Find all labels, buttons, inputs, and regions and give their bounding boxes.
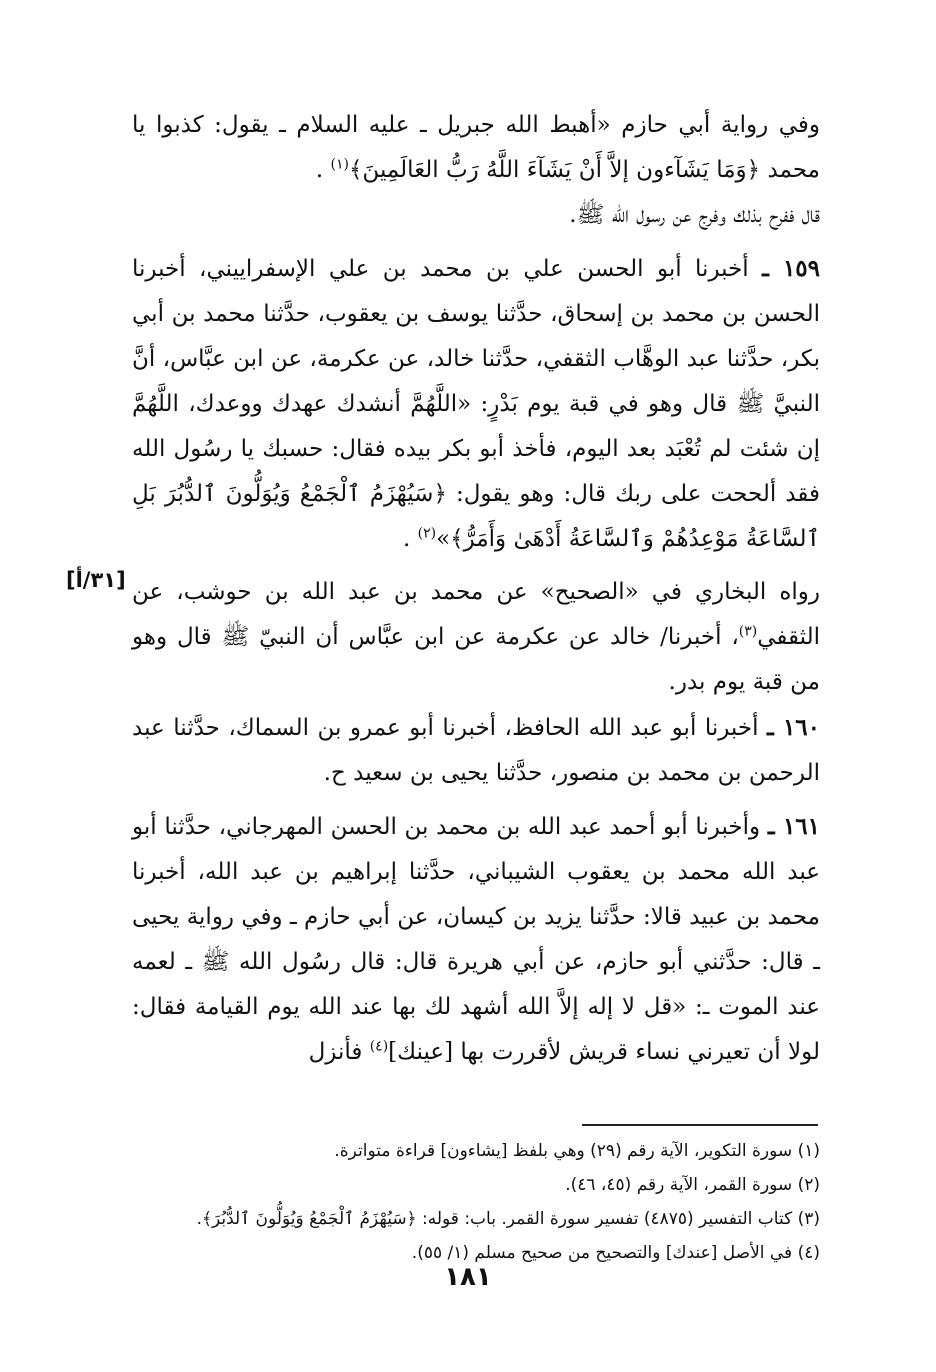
footnote-2: (٢) سورة القمر، الآية رقم (٤٥، ٤٦).	[565, 1175, 820, 1195]
paragraph-2-text: قال ففرح بذلك وفرج عن رسول الله ﷺ.	[569, 202, 820, 228]
hadith-161-tail: فأنزل	[308, 1039, 370, 1065]
paragraph-2	[132, 193, 820, 238]
footnote-3: (٣) كتاب التفسير (٤٨٧٥) تفسير سورة القمر. باب: قوله: ﴿سَيُهْزَمُ ٱلْجَمْعُ وَيُوَلُّونَ ٱلدُّبُرَ﴾.	[196, 1209, 820, 1229]
footnotes	[160, 1134, 820, 1270]
hadith-161	[132, 804, 820, 1075]
hadith-161-text: وأخبرنا أبو أحمد عبد الله بن محمد بن الحسن المهرجاني، حدَّثنا أبو عبد الله محمد بن يعقوب الشيباني، حدَّثنا إبراهيم بن عبد الله، أخبرنا محمد بن عبيد قالا: حدَّثنا يزيد بن كيسان، عن أبي حازم ـ وفي رواية يحيى ـ قال: حدَّثني أبو حازم، عن أبي هريرة قال: قال رسُول الله ﷺ ـ لعمه عند الموت ـ: «قل لا إله إلاَّ الله أشهد لك بها عند الله يوم القيامة فقال: لولا أن تعيرني نساء قريش لأقررت بها [عينك]	[132, 814, 820, 1065]
hadith-number-160: ١٦٠ ـ	[767, 714, 821, 741]
paragraph-1-tail: .	[315, 157, 331, 183]
footnote-4: (٤) في الأصل [عندك] والتصحيح من صحيح مسلم (١/ ٥٥).	[411, 1243, 820, 1263]
footnote-1: (١) سورة التكوير، الآية رقم (٢٩) وهي بلفظ [يشاءون] قراءة متواترة.	[334, 1141, 820, 1161]
paragraph-1-text: وفي رواية أبي حازم «أهبط الله جبريل ـ عليه السلام ـ يقول: كذبوا يا محمد ﴿وَمَا يَشَآءون إلاَّ أَنْ يَشَآءَ اللَّهُ رَبُّ العَالَمِينَ﴾	[132, 112, 820, 183]
paragraph-bukhari-tail: ، أخبرنا/ خالد عن عكرمة عن ابن عبَّاس أن النبيّ ﷺ قال وهو من قبة يوم بدر.	[132, 624, 820, 695]
footnote-divider	[582, 1124, 818, 1126]
manuscript-folio-reference: [٣١/أ]	[66, 568, 126, 592]
footnote-marker-2[interactable]: (٢)	[417, 525, 437, 542]
footnote-marker-3[interactable]: (٣)	[738, 623, 758, 640]
hadith-159-tail: .	[403, 526, 418, 552]
paragraph-1	[132, 103, 820, 193]
hadith-159-text: أخبرنا أبو الحسن علي بن محمد بن علي الإسفراييني، أخبرنا الحسن بن محمد بن إسحاق، حدَّثنا يوسف بن يعقوب، حدَّثنا محمد بن أبي بكر، حدَّثنا عبد الوهَّاب الثقفي، حدَّثنا خالد، عن عكرمة، عن ابن عبَّاس، أنَّ النبيَّ ﷺ قال وهو في قبة يوم بَدْرٍ: «اللَّهُمَّ أنشدك عهدك ووعدك، اللَّهُمَّ إن شئت لم تُعْبَد بعد اليوم، فأخذ أبو بكر بيده فقال: حسبك يا رسُول الله فقد ألححت على ربك قال: وهو يقول: ﴿سَيُهْزَمُ ٱلْجَمْعُ وَيُوَلُّونَ ٱلدُّبُرَ بَلِ ٱلسَّاعَةُ مَوْعِدُهُمْ وَٱلسَّاعَةُ أَدْهَىٰ وَأَمَرُّ﴾»	[132, 256, 820, 552]
paragraph-bukhari-text: رواه البخاري في «الصحيح» عن محمد بن عبد الله بن حوشب، عن الثقفي	[132, 579, 820, 650]
hadith-number-159: ١٥٩ ـ	[762, 255, 821, 282]
footnote-marker-1[interactable]: (١)	[330, 156, 349, 173]
hadith-160-text: أخبرنا أبو عبد الله الحافظ، أخبرنا أبو عمرو بن السماك، حدَّثنا عبد الرحمن بن محمد بن منصور، حدَّثنا يحيى بن سعيد ح.	[132, 715, 820, 786]
main-text	[132, 103, 820, 1075]
hadith-160	[132, 705, 820, 796]
hadith-159	[132, 246, 820, 562]
page-number: ١٨١	[444, 1262, 492, 1292]
footnote-marker-4[interactable]: (٤)	[369, 1038, 389, 1055]
paragraph-bukhari	[132, 570, 820, 705]
hadith-number-161: ١٦١ ـ	[767, 813, 820, 840]
